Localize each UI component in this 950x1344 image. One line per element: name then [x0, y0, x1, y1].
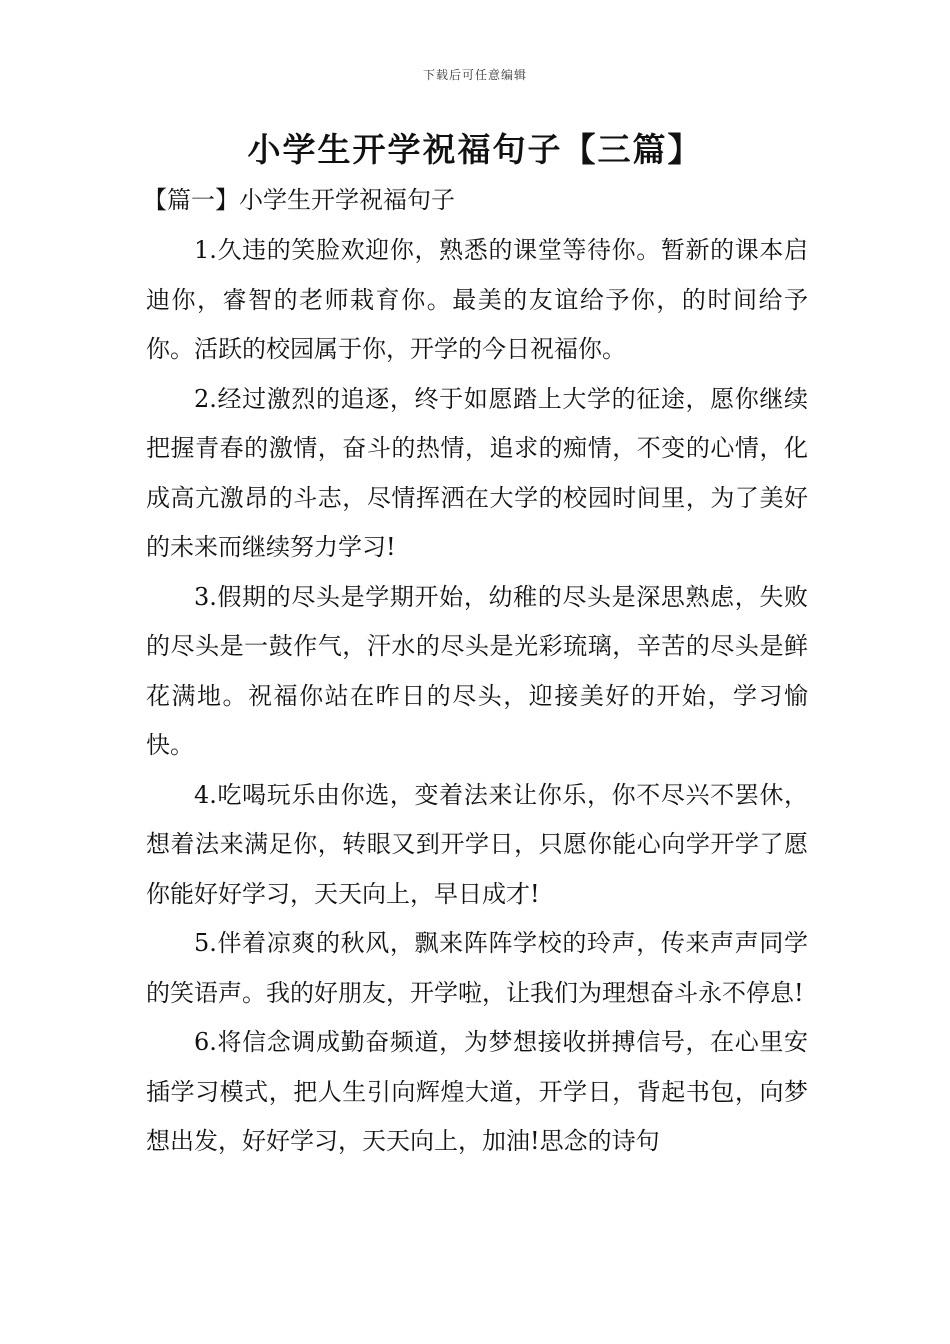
header-note: 下载后可任意编辑 [422, 68, 527, 82]
paragraph: 5.伴着凉爽的秋风，飘来阵阵学校的玲声，传来声声同学的笑语声。我的好朋友，开学啦，让我们为理想奋斗永不停息! [146, 929, 808, 1007]
paragraph: 2.经过激烈的追逐，终于如愿踏上大学的征途，愿你继续把握青春的激情，奋斗的热情，追求的痴情，不变的心情，化成高亢激昂的斗志，尽情挥洒在大学的校园时间里，为了美好的未来而继续努力学习! [146, 384, 808, 561]
paragraph: 6.将信念调成勤奋频道，为梦想接收拼搏信号，在心里安插学习模式，把人生引向辉煌大道，开学日，背起书包，向梦想出发，好好学习，天天向上，加油!思念的诗句 [146, 1028, 808, 1155]
paragraph: 1.久违的笑脸欢迎你，熟悉的课堂等待你。暂新的课本启迪你，睿智的老师栽育你。最美的友谊给予你，的时间给予你。活跃的校园属于你，开学的今日祝福你。 [146, 236, 808, 363]
section-heading: 【篇一】小学生开学祝福句子 [143, 186, 455, 214]
paragraph: 3.假期的尽头是学期开始，幼稚的尽头是深思熟虑，失败的尽头是一鼓作气，汗水的尽头是光彩琉璃，辛苦的尽头是鲜花满地。祝福你站在昨日的尽头，迎接美好的开始，学习愉快。 [146, 582, 808, 759]
body-text [146, 226, 808, 1167]
document-title: 小学生开学祝福句子【三篇】 [247, 130, 703, 169]
paragraph: 4.吃喝玩乐由你选，变着法来让你乐，你不尽兴不罢休，想着法来满足你，转眼又到开学日，只愿你能心向学开学了愿你能好好学习，天天向上，早日成才! [146, 780, 808, 908]
